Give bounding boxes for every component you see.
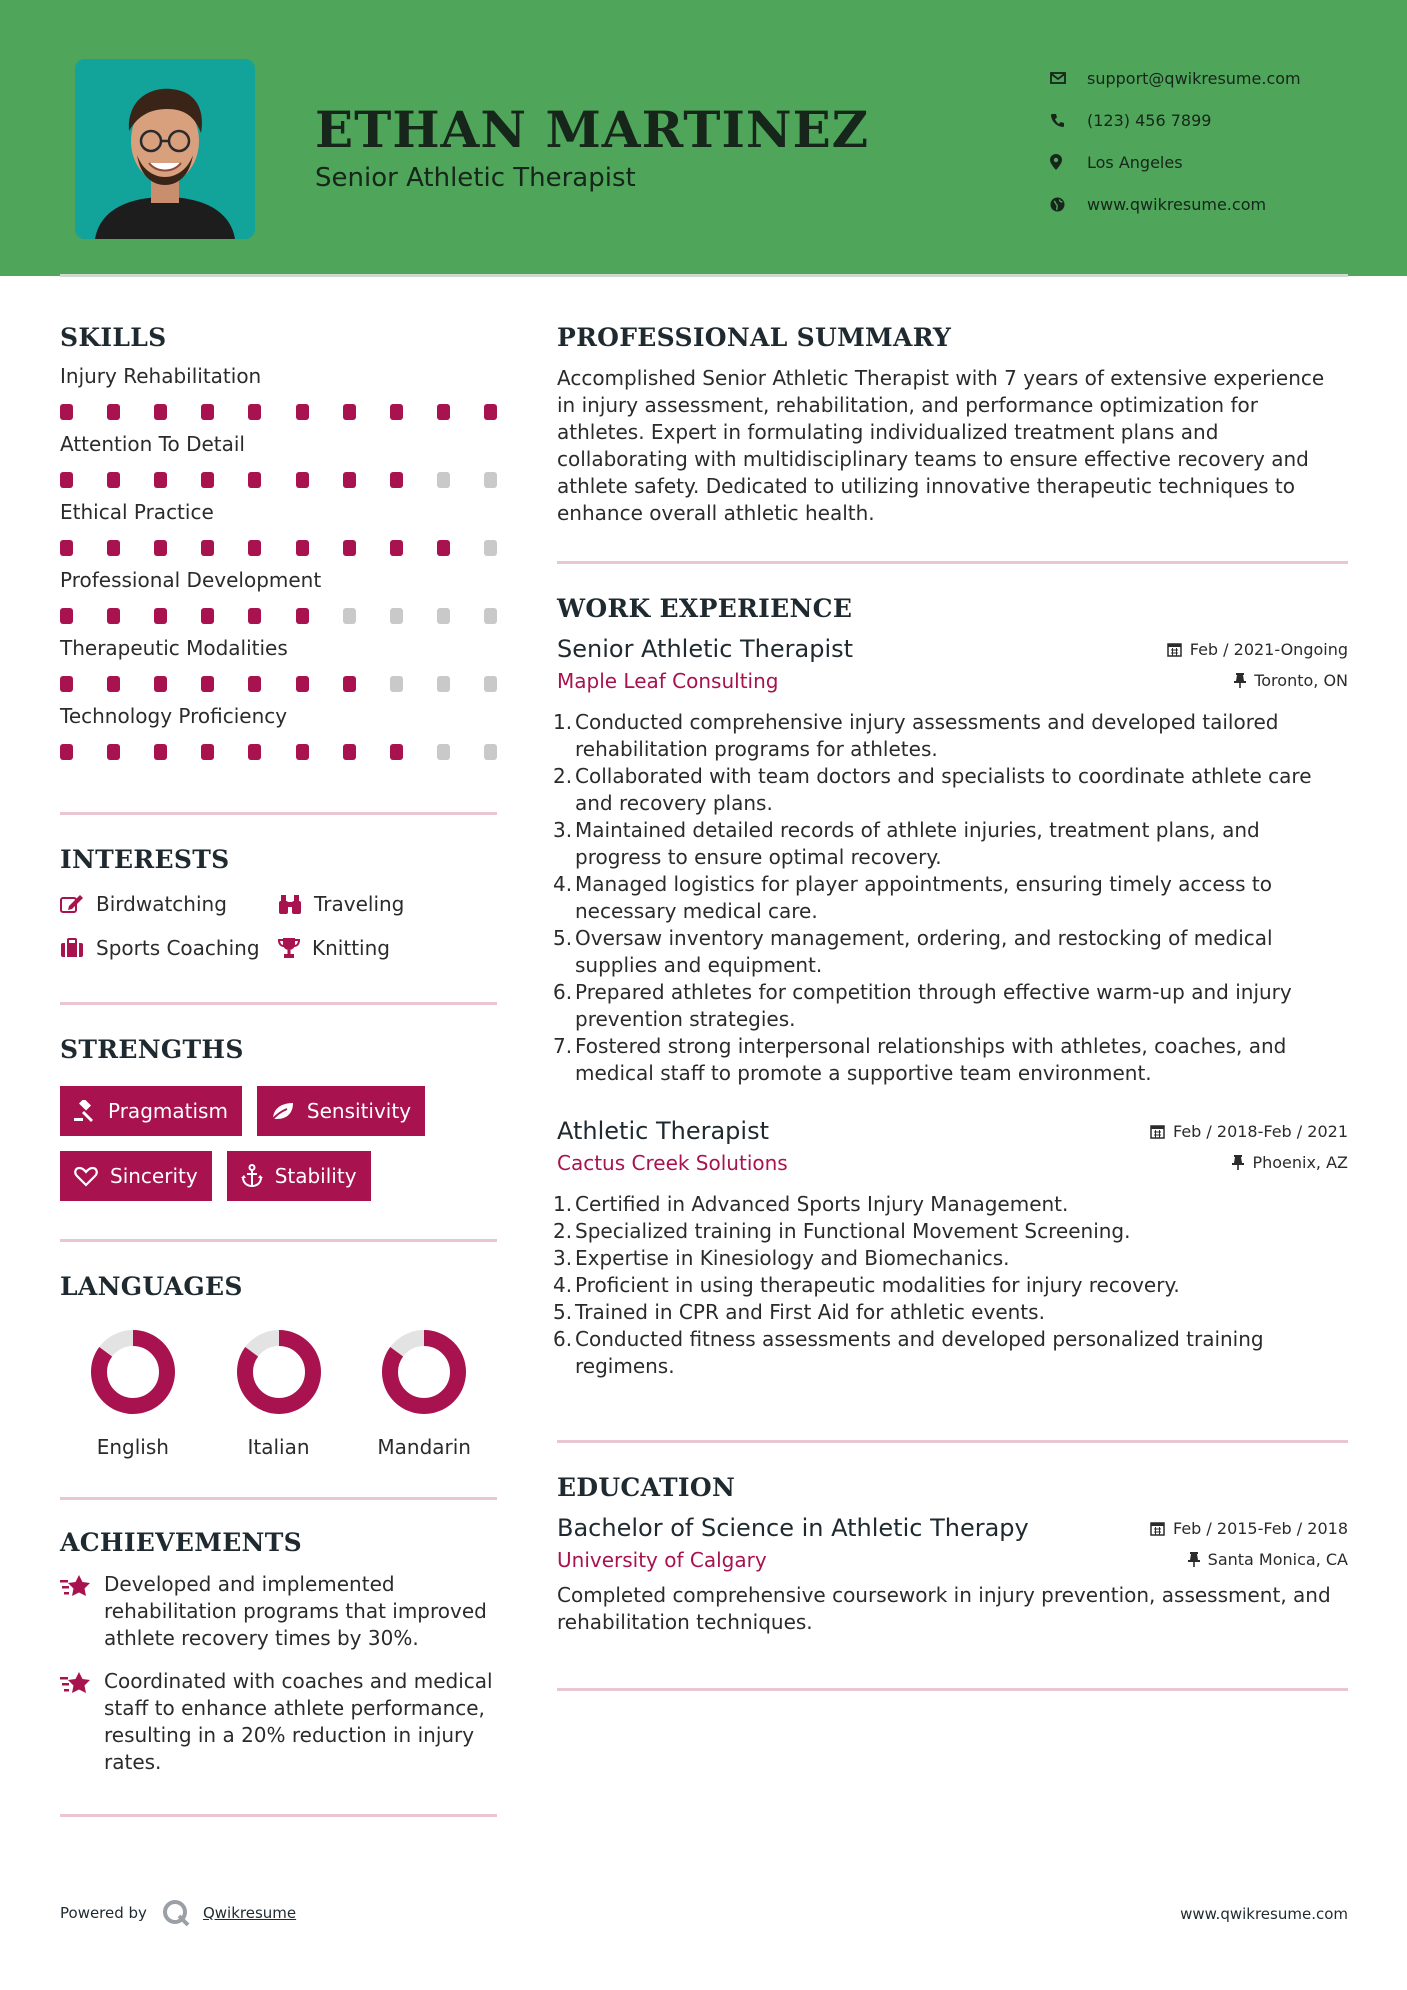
summary-heading: PROFESSIONAL SUMMARY: [557, 323, 952, 352]
rating-dot-filled: [343, 676, 356, 692]
bullet-number: 5.: [553, 926, 573, 950]
rating-dot-filled: [201, 472, 214, 488]
rating-dot-filled: [296, 676, 309, 692]
job-bullet: [553, 1299, 1348, 1326]
map-marker-icon: [1050, 154, 1087, 170]
rating-dot-empty: [390, 608, 403, 624]
candidate-name: ETHAN MARTINEZ: [315, 100, 870, 159]
pin-icon: [1232, 1155, 1244, 1170]
skill-rating: [60, 540, 497, 556]
rating-dot-filled: [107, 676, 120, 692]
interest-label: Traveling: [314, 892, 405, 916]
rating-dot-filled: [60, 404, 73, 420]
strengths-list: [60, 1086, 497, 1201]
summary-text: Accomplished Senior Athletic Therapist with 7 years of extensive experience in injury assessment, rehabilitation, and performance optimization for athletes. Expert in formulating individualized treatment plans and collaborating with multidisciplinary teams to ensure effective recovery and athlete safety. Dedicated to utilizing innovative therapeutic techniques to enhance overall athletic health.: [557, 366, 1325, 525]
rating-dot-filled: [201, 540, 214, 556]
contact-email[interactable]: [1050, 57, 1390, 99]
rating-dot-empty: [343, 608, 356, 624]
globe-icon: [1050, 197, 1087, 212]
skill-rating: [60, 744, 497, 760]
education-entry: [557, 1514, 1348, 1636]
qwikresume-logo-icon: [161, 1898, 191, 1928]
phone-icon: [1050, 113, 1087, 128]
right-column: [553, 300, 1348, 1691]
job-title: Athletic Therapist: [557, 1117, 769, 1145]
interest-item: [278, 936, 478, 960]
rating-dot-filled: [154, 540, 167, 556]
rating-dot-filled: [107, 608, 120, 624]
rating-dot-filled: [390, 472, 403, 488]
interest-item: [278, 892, 478, 916]
job-bullet: [553, 1326, 1348, 1380]
skill-name: Injury Rehabilitation: [60, 364, 262, 388]
job-company: Maple Leaf Consulting: [557, 669, 779, 693]
section-divider: [60, 1239, 497, 1242]
bullet-text: Proficient in using therapeutic modalities for injury recovery.: [575, 1273, 1180, 1297]
rating-dot-empty: [484, 472, 497, 488]
rating-dot-filled: [154, 404, 167, 420]
header-banner: [0, 0, 1407, 276]
bullet-number: 1.: [553, 710, 573, 734]
leaf-icon: [271, 1101, 295, 1121]
rating-dot-filled: [60, 540, 73, 556]
binoculars-icon: [278, 893, 302, 915]
section-divider: [557, 1440, 1348, 1443]
section-divider: [60, 812, 497, 815]
achievement-text: Coordinated with coaches and medical staff to enhance athlete performance, resulting in a 20% reduction in injury rates.: [104, 1669, 493, 1774]
bullet-number: 2.: [553, 1219, 573, 1243]
rating-dot-filled: [296, 744, 309, 760]
rating-dot-filled: [60, 472, 73, 488]
contact-website-text[interactable]: www.qwikresume.com: [1087, 194, 1267, 214]
language-label: English: [96, 1435, 169, 1459]
pin-icon: [1188, 1552, 1200, 1567]
education-location: Santa Monica, CA: [1207, 1550, 1348, 1569]
contact-phone: [1050, 99, 1390, 141]
calendar-icon: [1167, 642, 1182, 657]
rating-dot-filled: [390, 404, 403, 420]
job-bullet: [553, 1191, 1348, 1218]
rating-dot-filled: [201, 608, 214, 624]
calendar-icon: [1150, 1124, 1165, 1139]
rating-dot-filled: [484, 404, 497, 420]
pin-icon: [1234, 673, 1246, 688]
bullet-text: Trained in CPR and First Aid for athletic events.: [575, 1300, 1045, 1324]
strength-tag: [257, 1086, 425, 1136]
jobs-list: [553, 635, 1348, 1380]
achievement-item: [60, 1668, 497, 1776]
rating-dot-empty: [484, 608, 497, 624]
trophy-icon: [278, 937, 300, 959]
bullet-text: Fostered strong interpersonal relationships with athletes, coaches, and medical staff to promote a supportive team environment.: [575, 1034, 1287, 1085]
job-bullet: [553, 979, 1348, 1033]
header-divider: [60, 274, 1348, 277]
job-bullet: [553, 1272, 1348, 1299]
contact-email-text[interactable]: support@qwikresume.com: [1087, 68, 1301, 88]
rating-dot-filled: [437, 404, 450, 420]
rating-dot-filled: [154, 608, 167, 624]
job-bullet: [553, 1033, 1348, 1087]
job-bullets: [553, 709, 1348, 1087]
skill-item: [60, 432, 497, 488]
skill-rating: [60, 404, 497, 420]
rating-dot-filled: [154, 744, 167, 760]
bullet-text: Maintained detailed records of athlete injuries, treatment plans, and progress to ensure optimal recovery.: [575, 818, 1260, 869]
envelope-icon: [1050, 71, 1087, 85]
rating-dot-filled: [107, 472, 120, 488]
bullet-number: 6.: [553, 1327, 573, 1351]
contact-block: [1050, 57, 1390, 225]
rating-dot-filled: [107, 404, 120, 420]
skills-list: [60, 364, 497, 760]
rating-dot-filled: [248, 540, 261, 556]
rating-dot-filled: [201, 404, 214, 420]
skill-item: [60, 364, 497, 420]
footer-powered-by: [60, 1898, 296, 1928]
achievement-text: Developed and implemented rehabilitation programs that improved athlete recovery times by 30%.: [104, 1572, 487, 1650]
rating-dot-filled: [248, 404, 261, 420]
bullet-text: Specialized training in Functional Movement Screening.: [575, 1219, 1131, 1243]
bullet-text: Certified in Advanced Sports Injury Management.: [575, 1192, 1069, 1216]
skill-name: Ethical Practice: [60, 500, 214, 524]
strength-label: Pragmatism: [108, 1099, 228, 1123]
section-divider: [557, 1688, 1348, 1691]
job-bullet: [553, 763, 1348, 817]
job-bullet: [553, 1245, 1348, 1272]
rating-dot-filled: [296, 540, 309, 556]
bullet-number: 7.: [553, 1034, 573, 1058]
rating-dot-filled: [60, 744, 73, 760]
rating-dot-filled: [296, 472, 309, 488]
skill-name: Technology Proficiency: [60, 704, 288, 728]
skill-name: Professional Development: [60, 568, 322, 592]
rating-dot-filled: [154, 676, 167, 692]
language-level-ring: [381, 1329, 467, 1415]
briefcase-icon: [60, 938, 84, 958]
star-icon: [60, 1670, 94, 1696]
contact-phone-text: (123) 456 7899: [1087, 110, 1212, 130]
skill-rating: [60, 472, 497, 488]
skill-rating: [60, 676, 497, 692]
rating-dot-empty: [437, 744, 450, 760]
language-item: [60, 1329, 206, 1459]
gavel-icon: [74, 1100, 96, 1122]
education-description: Completed comprehensive coursework in injury prevention, assessment, and rehabilitation techniques.: [557, 1583, 1331, 1634]
rating-dot-filled: [107, 744, 120, 760]
job-bullet: [553, 925, 1348, 979]
bullet-number: 1.: [553, 1192, 573, 1216]
experience-heading: WORK EXPERIENCE: [557, 594, 853, 623]
rating-dot-empty: [484, 540, 497, 556]
bullet-number: 5.: [553, 1300, 573, 1324]
candidate-title: Senior Athletic Therapist: [315, 163, 636, 193]
rating-dot-filled: [343, 404, 356, 420]
heart-icon: [74, 1166, 98, 1187]
rating-dot-empty: [437, 608, 450, 624]
section-divider: [60, 1002, 497, 1005]
section-divider: [557, 561, 1348, 564]
language-item: [351, 1329, 497, 1459]
bullet-text: Conducted fitness assessments and developed personalized training regimens.: [575, 1327, 1264, 1378]
rating-dot-filled: [60, 608, 73, 624]
skills-heading: SKILLS: [60, 323, 167, 352]
interest-label: Knitting: [312, 936, 390, 960]
bullet-text: Expertise in Kinesiology and Biomechanics.: [575, 1246, 1010, 1270]
achievements-list: [60, 1571, 497, 1776]
rating-dot-filled: [437, 540, 450, 556]
bullet-text: Managed logistics for player appointments, ensuring timely access to necessary medical care.: [575, 872, 1272, 923]
strength-label: Sensitivity: [306, 1099, 412, 1123]
achievements-heading: ACHIEVEMENTS: [60, 1528, 302, 1557]
job-location: Toronto, ON: [1254, 671, 1348, 690]
rating-dot-empty: [484, 676, 497, 692]
powered-by-label: Powered by: [60, 1904, 147, 1922]
rating-dot-empty: [390, 676, 403, 692]
bullet-number: 3.: [553, 1246, 573, 1270]
rating-dot-filled: [248, 472, 261, 488]
strengths-heading: STRENGTHS: [60, 1035, 244, 1064]
bullet-text: Oversaw inventory management, ordering, and restocking of medical supplies and equipment.: [575, 926, 1273, 977]
bullet-number: 4.: [553, 1273, 573, 1297]
section-divider: [60, 1497, 497, 1500]
strength-label: Sincerity: [110, 1164, 198, 1188]
rating-dot-empty: [437, 472, 450, 488]
skill-item: [60, 636, 497, 692]
job-bullet: [553, 709, 1348, 763]
rating-dot-filled: [390, 744, 403, 760]
skill-rating: [60, 608, 497, 624]
job-bullet: [553, 817, 1348, 871]
rating-dot-filled: [107, 540, 120, 556]
rating-dot-filled: [201, 744, 214, 760]
bullet-number: 4.: [553, 872, 573, 896]
language-item: [206, 1329, 352, 1459]
job-bullets: [553, 1191, 1348, 1380]
rating-dot-filled: [60, 676, 73, 692]
language-label: Italian: [247, 1435, 310, 1459]
profile-photo: [75, 59, 255, 239]
interest-item: [60, 936, 278, 960]
strength-label: Stability: [274, 1164, 357, 1188]
interest-item: [60, 892, 278, 916]
rating-dot-filled: [296, 608, 309, 624]
interests-heading: INTERESTS: [60, 845, 230, 874]
left-column: [60, 300, 497, 1817]
bullet-number: 6.: [553, 980, 573, 1004]
bullet-number: 3.: [553, 818, 573, 842]
bullet-text: Prepared athletes for competition through effective warm-up and injury prevention strategies.: [575, 980, 1292, 1031]
skill-item: [60, 568, 497, 624]
interest-label: Birdwatching: [96, 892, 227, 916]
interest-label: Sports Coaching: [96, 936, 260, 960]
bullet-text: Collaborated with team doctors and specialists to coordinate athlete care and recovery plans.: [575, 764, 1312, 815]
strength-tag: [227, 1151, 371, 1201]
qwikresume-link[interactable]: Qwikresume: [202, 1904, 297, 1922]
rating-dot-filled: [201, 676, 214, 692]
education-school: University of Calgary: [557, 1548, 767, 1572]
rating-dot-filled: [343, 744, 356, 760]
footer-website[interactable]: www.qwikresume.com: [1180, 1905, 1348, 1923]
calendar-icon: [1150, 1521, 1165, 1536]
language-level-ring: [90, 1329, 176, 1415]
education-date: Feb / 2015-Feb / 2018: [1173, 1519, 1348, 1538]
rating-dot-empty: [484, 744, 497, 760]
language-label: Mandarin: [377, 1435, 471, 1459]
job-bullet: [553, 1218, 1348, 1245]
rating-dot-filled: [390, 540, 403, 556]
languages-list: [60, 1329, 497, 1459]
anchor-icon: [241, 1164, 263, 1188]
job-location: Phoenix, AZ: [1252, 1153, 1348, 1172]
contact-location-text: Los Angeles: [1087, 152, 1183, 172]
edit-icon: [60, 894, 84, 914]
contact-website[interactable]: [1050, 183, 1390, 225]
rating-dot-filled: [343, 472, 356, 488]
bullet-text: Conducted comprehensive injury assessments and developed tailored rehabilitation programs for athletes.: [575, 710, 1279, 761]
job-bullet: [553, 871, 1348, 925]
rating-dot-filled: [154, 472, 167, 488]
job-date: Feb / 2021-Ongoing: [1189, 640, 1348, 659]
star-icon: [60, 1573, 94, 1599]
rating-dot-filled: [343, 540, 356, 556]
education-heading: EDUCATION: [557, 1473, 736, 1502]
language-level-ring: [236, 1329, 322, 1415]
skill-item: [60, 704, 497, 760]
bullet-number: 2.: [553, 764, 573, 788]
job-entry: [553, 1117, 1348, 1380]
job-company: Cactus Creek Solutions: [557, 1151, 788, 1175]
strength-tag: [60, 1151, 212, 1201]
contact-location: [1050, 141, 1390, 183]
languages-heading: LANGUAGES: [60, 1272, 243, 1301]
education-degree: Bachelor of Science in Athletic Therapy: [557, 1514, 1029, 1542]
rating-dot-filled: [248, 676, 261, 692]
skill-name: Therapeutic Modalities: [60, 636, 288, 660]
rating-dot-empty: [437, 676, 450, 692]
rating-dot-filled: [248, 744, 261, 760]
rating-dot-filled: [248, 608, 261, 624]
job-date: Feb / 2018-Feb / 2021: [1173, 1122, 1348, 1141]
job-entry: [553, 635, 1348, 1087]
strength-tag: [60, 1086, 242, 1136]
rating-dot-filled: [296, 404, 309, 420]
section-divider: [60, 1814, 497, 1817]
skill-name: Attention To Detail: [60, 432, 245, 456]
job-title: Senior Athletic Therapist: [557, 635, 854, 663]
skill-item: [60, 500, 497, 556]
interests-list: [60, 892, 497, 960]
achievement-item: [60, 1571, 497, 1652]
